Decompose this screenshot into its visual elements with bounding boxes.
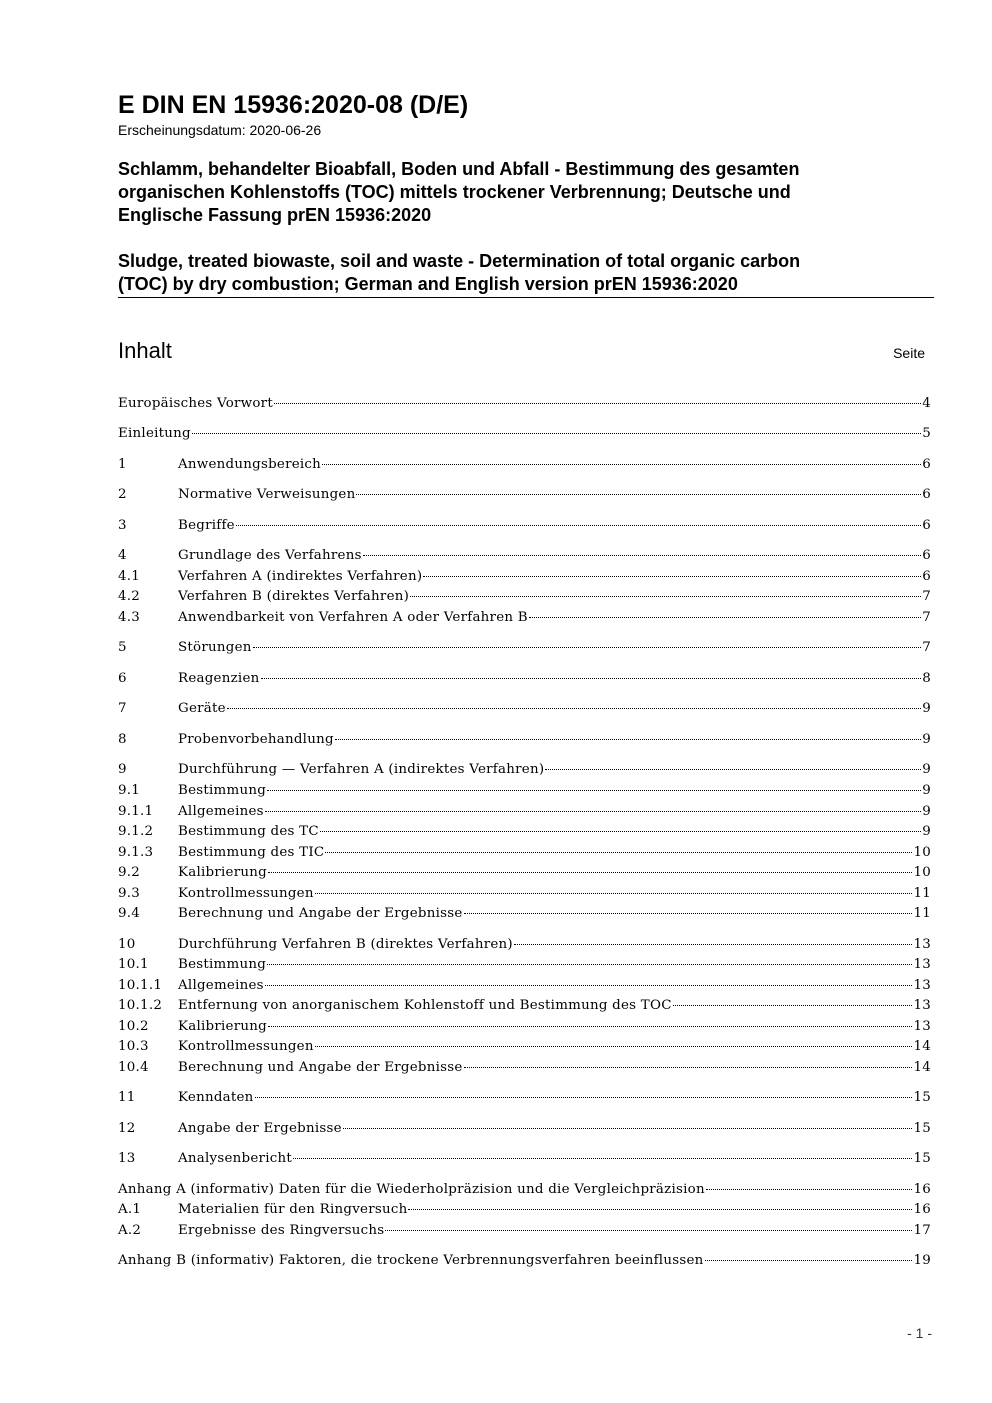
toc-dot-leader (274, 403, 921, 404)
toc-entry-title: Anwendbarkeit von Verfahren A oder Verfahren B (178, 610, 528, 625)
toc-entry[interactable] (118, 863, 931, 883)
toc-entry[interactable] (118, 976, 931, 996)
toc-entry-page: 9 (922, 732, 931, 747)
toc-entry[interactable] (118, 1221, 931, 1241)
toc-entry-title: Geräte (178, 701, 226, 716)
toc-entry-page: 19 (913, 1253, 931, 1268)
toc-dot-leader (529, 617, 921, 618)
toc-dot-leader (322, 464, 921, 465)
toc-entry-title: Europäisches Vorwort (118, 396, 273, 411)
title-english-line: Sludge, treated biowaste, soil and waste - Determination of total organic carbon (118, 251, 801, 271)
toc-entry[interactable] (118, 587, 931, 607)
toc-entry-title: Allgemeines (178, 804, 264, 819)
toc-entry[interactable] (118, 1088, 931, 1108)
toc-entry[interactable] (118, 1119, 931, 1139)
toc-entry-page: 7 (922, 610, 931, 625)
toc-entry-page: 11 (913, 886, 931, 901)
toc-entry-number: 7 (118, 701, 127, 716)
toc-entry-page: 13 (913, 978, 931, 993)
toc-dot-leader (315, 1046, 913, 1047)
title-german-line: Schlamm, behandelter Bioabfall, Boden und Abfall - Bestimmung des gesamten (118, 159, 800, 179)
toc-entry-title: Bestimmung des TIC (178, 845, 325, 860)
toc-entry-number: 4.1 (118, 569, 141, 584)
toc-entry-title: Allgemeines (178, 978, 264, 993)
toc-entry-title: Entfernung von anorganischem Kohlenstoff und Bestimmung des TOC (178, 998, 672, 1013)
toc-entry[interactable] (118, 485, 931, 505)
toc-entry-title: Angabe der Ergebnisse (178, 1121, 342, 1136)
toc-entry-page: 13 (913, 957, 931, 972)
toc-entry-number: 9 (118, 762, 127, 777)
title-german-line: organischen Kohlenstoffs (TOC) mittels trockener Verbrennung; Deutsche und (118, 182, 791, 202)
toc-entry-page: 15 (913, 1151, 931, 1166)
toc-entry-number: 5 (118, 640, 127, 655)
document-id: E DIN EN 15936:2020-08 (D/E) (118, 91, 469, 119)
toc-dot-leader (464, 1067, 913, 1068)
title-english (118, 250, 908, 296)
toc-dot-leader (408, 1209, 912, 1210)
toc-entry-number: 9.1.3 (118, 845, 154, 860)
toc-entry[interactable] (118, 516, 931, 536)
toc-entry-page: 13 (913, 998, 931, 1013)
toc-entry-number: 10.2 (118, 1019, 149, 1034)
toc-entry[interactable] (118, 843, 931, 863)
toc-entry-page: 13 (913, 1019, 931, 1034)
toc-entry[interactable] (118, 455, 931, 475)
toc-entry-number: 3 (118, 518, 127, 533)
toc-entry[interactable] (118, 424, 931, 444)
toc-dot-leader (363, 555, 922, 556)
toc-entry-page: 6 (922, 518, 931, 533)
toc-entry-title: Probenvorbehandlung (178, 732, 334, 747)
toc-entry-page: 7 (922, 640, 931, 655)
toc-dot-leader (410, 596, 921, 597)
toc-entry-number: 1 (118, 457, 127, 472)
toc-entry[interactable] (118, 1037, 931, 1057)
toc-entry-title: Einleitung (118, 426, 191, 441)
toc-entry-page: 13 (913, 937, 931, 952)
toc-entry-page: 5 (922, 426, 931, 441)
toc-entry-number: 4.2 (118, 589, 141, 604)
toc-entry-title: Kalibrierung (178, 865, 267, 880)
title-divider (118, 297, 934, 298)
toc-entry-title: Materialien für den Ringversuch (178, 1202, 408, 1217)
toc-dot-leader (545, 769, 921, 770)
toc-entry-title: Kontrollmessungen (178, 886, 314, 901)
toc-entry-title: Berechnung und Angabe der Ergebnisse (178, 906, 463, 921)
toc-dot-leader (267, 964, 912, 965)
toc-entry-title: Kalibrierung (178, 1019, 267, 1034)
toc-entry-title: Berechnung und Angabe der Ergebnisse (178, 1060, 463, 1075)
toc-entry-page: 17 (913, 1223, 931, 1238)
toc-entry-title: Bestimmung (178, 783, 267, 798)
toc-entry-number: 10.1.2 (118, 998, 163, 1013)
toc-entry-title: Reagenzien (178, 671, 260, 686)
toc-entry[interactable] (118, 1200, 931, 1220)
toc-entry-page: 15 (913, 1121, 931, 1136)
toc-entry-page: 15 (913, 1090, 931, 1105)
toc-entry[interactable] (118, 567, 931, 587)
toc-entry[interactable] (118, 638, 931, 658)
toc-dot-leader (705, 1260, 913, 1261)
toc-dot-leader (320, 831, 921, 832)
toc-entry-number: 9.4 (118, 906, 141, 921)
toc-entry[interactable] (118, 904, 931, 924)
toc-entry-page: 9 (922, 701, 931, 716)
toc-entry-title: Durchführung Verfahren B (direktes Verfahren) (178, 937, 513, 952)
toc-entry-title: Normative Verweisungen (178, 487, 356, 502)
toc-entry-number: 9.2 (118, 865, 141, 880)
toc-entry-number: 11 (118, 1090, 136, 1105)
toc-entry[interactable] (118, 699, 931, 719)
toc-entry-title: Störungen (178, 640, 252, 655)
toc-dot-leader (192, 433, 921, 434)
toc-entry-page: 9 (922, 804, 931, 819)
toc-dot-leader (236, 525, 921, 526)
toc-entry[interactable] (118, 730, 931, 750)
toc-entry-title: Kontrollmessungen (178, 1039, 314, 1054)
toc-dot-leader (261, 678, 922, 679)
toc-entry-page: 16 (913, 1202, 931, 1217)
toc-entry-number: 4.3 (118, 610, 141, 625)
toc-entry-page: 6 (922, 569, 931, 584)
toc-entry-title: Durchführung — Verfahren A (indirektes Verfahren) (178, 762, 545, 777)
toc-entry-title: Analysenbericht (178, 1151, 292, 1166)
toc-dot-leader (293, 1158, 912, 1159)
toc-entry-number: 2 (118, 487, 127, 502)
toc-dot-leader (514, 944, 913, 945)
toc-entry-title: Kenndaten (178, 1090, 254, 1105)
toc-entry-page: 6 (922, 457, 931, 472)
toc-entry[interactable] (118, 608, 931, 628)
toc-entry[interactable] (118, 884, 931, 904)
toc-entry-title: Anhang B (informativ) Faktoren, die trockene Verbrennungsverfahren beeinflussen (118, 1253, 704, 1268)
toc-dot-leader (673, 1005, 913, 1006)
toc-entry-page: 9 (922, 762, 931, 777)
toc-entry[interactable] (118, 1017, 931, 1037)
toc-entry[interactable] (118, 394, 931, 414)
toc-entry-number: 9.1.2 (118, 824, 154, 839)
toc-dot-leader (464, 913, 913, 914)
toc-entry-page: 11 (913, 906, 931, 921)
toc-entry-number: 4 (118, 548, 127, 563)
toc-heading: Inhalt (118, 338, 172, 363)
toc-entry-number: 10.4 (118, 1060, 149, 1075)
toc-dot-leader (335, 739, 921, 740)
toc-entry-number: 12 (118, 1121, 136, 1136)
toc-entry-title: Anwendungsbereich (178, 457, 322, 472)
toc-entry-number: 13 (118, 1151, 136, 1166)
toc-dot-leader (343, 1128, 913, 1129)
toc-entry-number: 10.3 (118, 1039, 149, 1054)
toc-entry[interactable] (118, 669, 931, 689)
toc-entry-number: 10.1 (118, 957, 149, 972)
toc-entry-number: 9.1 (118, 783, 141, 798)
toc-entry-page: 10 (913, 865, 931, 880)
toc-dot-leader (356, 494, 921, 495)
toc-entry-page: 16 (913, 1182, 931, 1197)
toc-entry-page: 6 (922, 487, 931, 502)
toc-dot-leader (423, 576, 921, 577)
toc-entry-number: A.1 (118, 1202, 142, 1217)
toc-dot-leader (255, 1097, 913, 1098)
toc-entry-number: 8 (118, 732, 127, 747)
page-number: - 1 - (907, 1325, 932, 1341)
toc-entry[interactable] (118, 781, 931, 801)
toc-dot-leader (268, 1026, 912, 1027)
toc-entry[interactable] (118, 1251, 931, 1271)
toc-entry-number: 10 (118, 937, 136, 952)
toc-entry[interactable] (118, 1058, 931, 1078)
toc-entry[interactable] (118, 996, 931, 1016)
toc-entry[interactable] (118, 802, 931, 822)
publication-date: Erscheinungsdatum: 2020-06-26 (118, 122, 322, 138)
toc-entry-number: 10.1.1 (118, 978, 163, 993)
toc-dot-leader (265, 985, 913, 986)
toc-entry-page: 8 (922, 671, 931, 686)
toc-entry-title: Bestimmung (178, 957, 267, 972)
toc-entry-page: 9 (922, 783, 931, 798)
toc-dot-leader (227, 708, 921, 709)
toc-entry-page: 14 (913, 1060, 931, 1075)
title-german-line: Englische Fassung prEN 15936:2020 (118, 205, 432, 225)
toc-entry[interactable] (118, 760, 931, 780)
toc-entry-page: 6 (922, 548, 931, 563)
title-english-line: (TOC) by dry combustion; German and English version prEN 15936:2020 (118, 274, 738, 294)
toc-entry[interactable] (118, 822, 931, 842)
toc-entry-page: 10 (913, 845, 931, 860)
toc-entry-number: 9.3 (118, 886, 141, 901)
toc-entry[interactable] (118, 955, 931, 975)
toc-entry-number: 6 (118, 671, 127, 686)
title-german (118, 158, 908, 227)
toc-dot-leader (325, 852, 912, 853)
toc-dot-leader (265, 811, 921, 812)
toc-entry-page: 14 (913, 1039, 931, 1054)
toc-entry[interactable] (118, 1149, 931, 1169)
toc-entry-title: Verfahren A (indirektes Verfahren) (178, 569, 423, 584)
toc-entry-page: 7 (922, 589, 931, 604)
toc-entry-number: 9.1.1 (118, 804, 154, 819)
toc-dot-leader (706, 1189, 913, 1190)
toc-entry-page: 4 (922, 396, 931, 411)
toc-dot-leader (385, 1230, 912, 1231)
toc-dot-leader (253, 647, 922, 648)
toc-dot-leader (315, 893, 913, 894)
toc-entry-title: Verfahren B (direktes Verfahren) (178, 589, 410, 604)
toc-entry-page: 9 (922, 824, 931, 839)
toc-entry-number: A.2 (118, 1223, 142, 1238)
toc-entry-title: Grundlage des Verfahrens (178, 548, 362, 563)
toc-entry-title: Begriffe (178, 518, 235, 533)
toc-dot-leader (267, 790, 921, 791)
toc-page-column-heading: Seite (893, 345, 925, 361)
toc-entry-title: Bestimmung des TC (178, 824, 319, 839)
toc-entry-title: Anhang A (informativ) Daten für die Wiederholpräzision und die Vergleichpräzision (118, 1182, 705, 1197)
toc-entry-title: Ergebnisse des Ringversuchs (178, 1223, 385, 1238)
toc-entry[interactable] (118, 546, 931, 566)
toc-entry[interactable] (118, 935, 931, 955)
toc-entry[interactable] (118, 1180, 931, 1200)
toc-dot-leader (268, 872, 912, 873)
